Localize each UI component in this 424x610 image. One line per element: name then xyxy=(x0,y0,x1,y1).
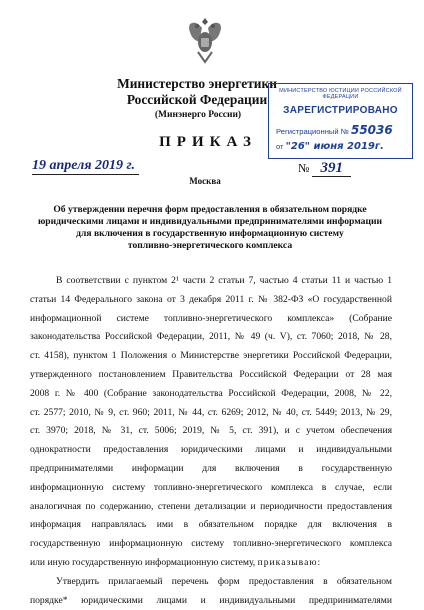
stamp-date-value: "26" июня 2019г. xyxy=(285,141,384,152)
body-line: 2008 г. № 400 (Собрание законодательства Российской Федерации, 2008, № 22, xyxy=(30,387,392,399)
stamp-registration-date xyxy=(276,141,412,152)
ministry-name-line2: Российской Федерации xyxy=(126,92,268,107)
title-line: для включения в государственную информационную систему xyxy=(76,228,344,239)
order-number-prefix: № xyxy=(298,161,310,175)
order-date: 19 апреля 2019 г. xyxy=(32,158,139,175)
body-line: порядке* юридическими лицами и индивидуальными предпринимателями xyxy=(30,594,392,606)
order-title xyxy=(30,204,390,252)
city: Москва xyxy=(189,176,221,186)
stamp-registered: ЗАРЕГИСТРИРОВАНО xyxy=(283,105,398,116)
body-line: или иную государственную информационную систему, xyxy=(30,556,256,568)
ministry-short-name: (Минэнерго России) xyxy=(154,110,242,120)
stamp-registration-number xyxy=(276,123,412,137)
body-line: законодательства Российской Федерации, 2011, № 49 (ч. V), ст. 7060; 2018, № 28, xyxy=(30,331,392,343)
stamp-reg-label: Регистрационный № xyxy=(276,127,349,136)
body-line: ст. 4158), пунктом 1 Положения о Министерстве энергетики Российской Федерации, xyxy=(30,350,392,362)
order-number xyxy=(298,160,351,177)
body-line: ст. 3970; 2018, № 31, ст. 5006; 2019, № 5, ст. 391), и с учетом обеспечения xyxy=(30,425,392,437)
body-line: статьи 14 Федерального закона от 3 декабря 2011 г. № 382-ФЗ «О государственной xyxy=(30,293,392,305)
body-line-with-order-word xyxy=(30,554,392,573)
body-line: ст. 2577; 2010, № 9, ст. 960; 2011, № 44, ст. 6269; 2012, № 40, ст. 5449; 2013, № 29, xyxy=(30,406,392,418)
order-number-value: 391 xyxy=(312,160,351,177)
registration-stamp xyxy=(268,83,413,159)
body-line: информационной системе топливно-энергетического комплекса» (Собрание xyxy=(30,312,392,324)
title-line: топливно-энергетического комплекса xyxy=(127,240,293,251)
title-line: Об утверждении перечня форм предоставления в обязательном порядке xyxy=(53,204,367,215)
ministry-name-line1: Министерство энергетики xyxy=(117,76,277,91)
body-line: утвержденного постановлением Правительства Российской Федерации от 28 мая xyxy=(30,368,392,380)
order-word: приказываю: xyxy=(257,556,322,568)
body-line: предпринимателями информации для включения в государственную xyxy=(30,462,392,474)
order-body xyxy=(30,272,392,610)
body-line: однократности предоставления юридическими лицами и индивидуальными xyxy=(30,444,392,456)
body-line: аналогичная по содержанию, степени детализации и периодичности предоставления xyxy=(30,500,392,512)
stamp-reg-number: 55036 xyxy=(350,123,393,137)
coat-of-arms-emblem xyxy=(182,14,228,66)
body-line: государственную информационную систему топливно-энергетического комплекса xyxy=(30,538,392,550)
title-line: юридическими лицами и индивидуальными предпринимателями информации xyxy=(37,216,383,227)
stamp-date-prefix: от xyxy=(276,142,284,151)
body-line: В соответствии с пунктом 2¹ части 2 статьи 7, частью 4 статьи 11 и частью 1 xyxy=(56,275,392,286)
body-line: информация направлялась ими в обязательном порядке для включения в xyxy=(30,519,392,531)
stamp-org: МИНИСТЕРСТВО ЮСТИЦИИ РОССИЙСКОЙ ФЕДЕРАЦИИ xyxy=(279,88,402,100)
body-line: информационную систему топливно-энергетического комплекса в случае, если xyxy=(30,481,392,493)
ministry-name xyxy=(112,76,282,108)
body-line: Утвердить прилагаемый перечень форм предоставления в обязательном xyxy=(56,575,392,587)
document-type-title: ПРИКАЗ xyxy=(159,134,257,150)
